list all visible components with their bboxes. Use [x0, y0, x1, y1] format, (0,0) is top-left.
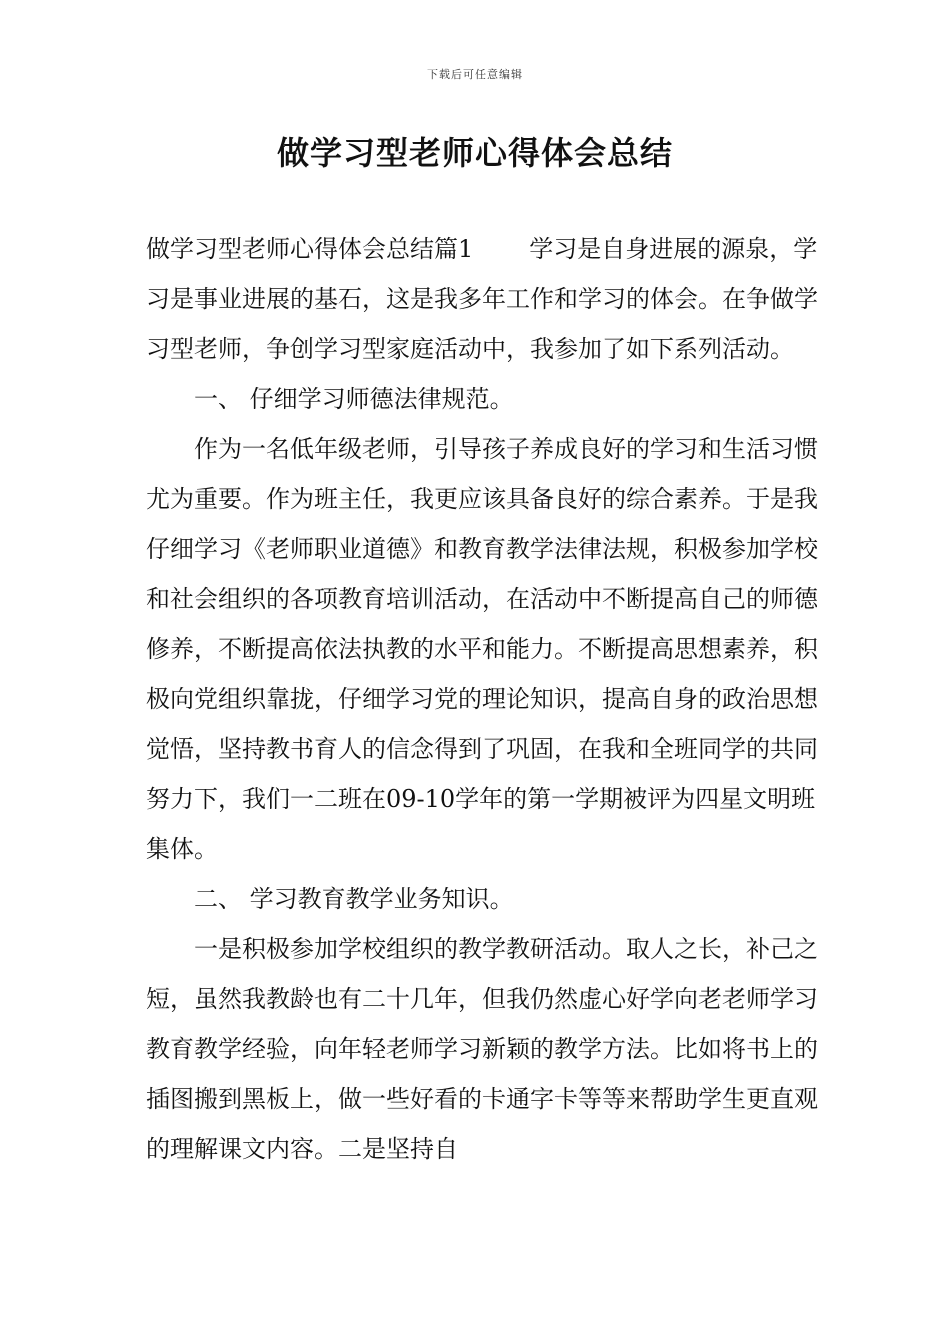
section-heading-2: 二、 学习教育教学业务知识。 [194, 885, 514, 913]
document-body [146, 224, 822, 1174]
paragraph-intro [146, 224, 822, 374]
paragraph-ethics: 作为一名低年级老师，引导孩子养成良好的学习和生活习惯尤为重要。作为班主任，我更应该具备良好的综合素养。于是我仔细学习《老师职业道德》和教育教学法律法规，积极参加学校和社会组织的各项教育培训活动，在活动中不断提高自己的师德修养，不断提高依法执教的水平和能力。不断提高思想素养，积极向党组织靠拢，仔细学习党的理论知识，提高自身的政治思想觉悟，坚持教书育人的信念得到了巩固，在我和全班同学的共同努力下，我们一二班在09-10学年的第一学期被评为四星文明班集体。 [146, 435, 818, 863]
document-title: 做学习型老师心得体会总结 [276, 134, 673, 172]
paragraph-intro-text: 学习是自身进展的源泉，学习是事业进展的基石，这是我多年工作和学习的体会。在争做学习型老师，争创学习型家庭活动中，我参加了如下系列活动。 [146, 235, 818, 363]
section-label: 做学习型老师心得体会总结篇1 [146, 235, 474, 263]
paragraph-teaching: 一是积极参加学校组织的教学教研活动。取人之长，补己之短，虽然我教龄也有二十几年，但我仍然虚心好学向老老师学习教育教学经验，向年轻老师学习新颖的教学方法。比如将书上的插图搬到黑板上，做一些好看的卡通字卡等等来帮助学生更直观的理解课文内容。二是坚持自 [146, 935, 818, 1163]
header-note: 下载后可任意编辑 [427, 68, 523, 81]
section-heading-1: 一、 仔细学习师德法律规范。 [194, 385, 514, 413]
